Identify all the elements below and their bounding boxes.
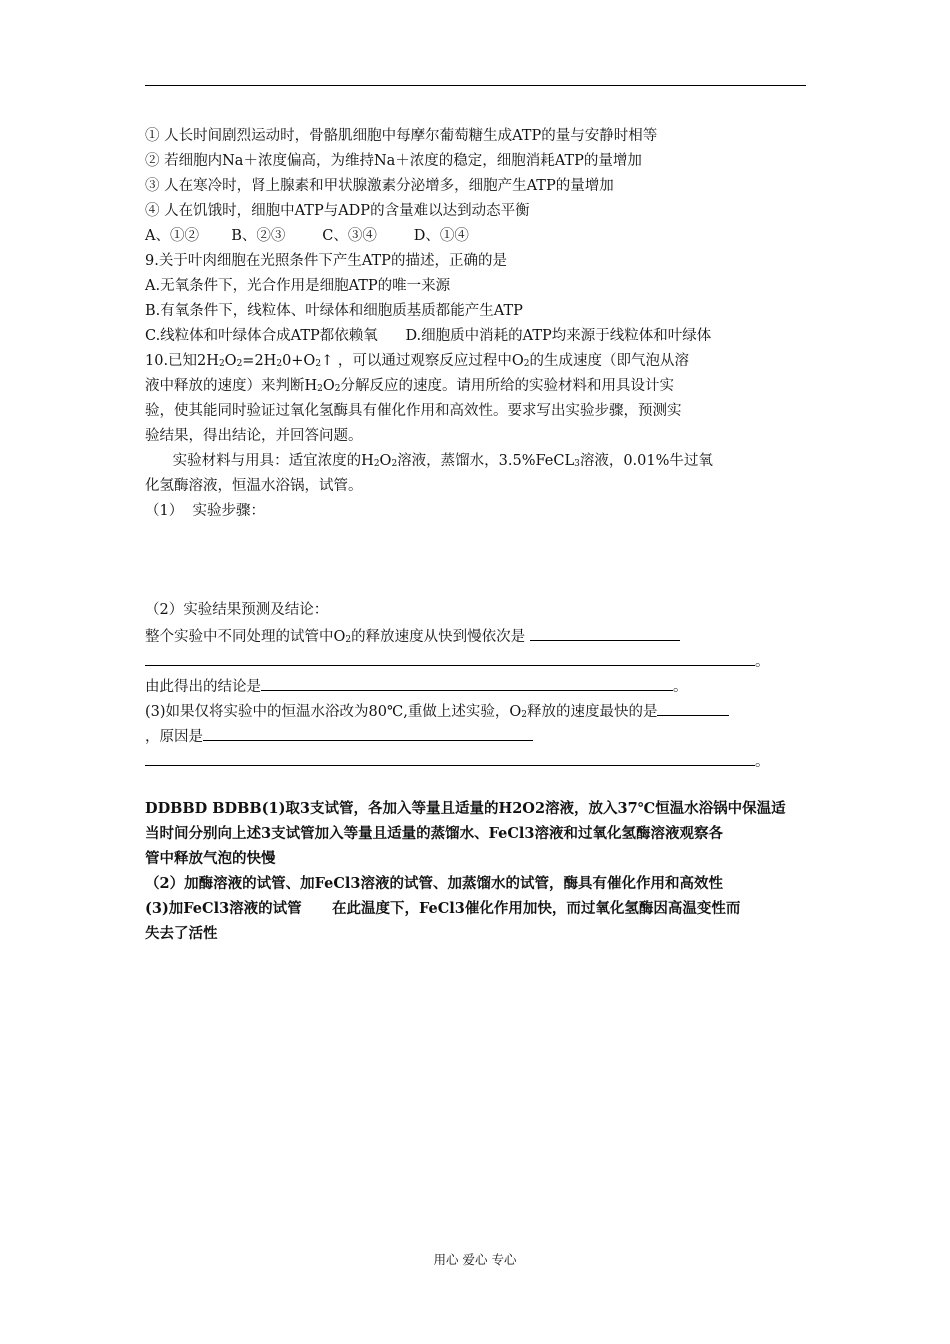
page-footer: 用心 爱心 专心 — [433, 1252, 517, 1267]
q8-statement-2: ② 若细胞内Na＋浓度偏高，为维持Na＋浓度的稳定，细胞消耗ATP的量增加 — [145, 153, 642, 169]
part-3-line-3: 。 — [145, 751, 770, 771]
q10-line-2: 液中释放的速度）来判断$H_2O_2$分解反应的速度。请用所给的实验材料和用具设计实 — [145, 378, 675, 394]
answer-line-3: 管中释放气泡的快慢 — [145, 850, 276, 867]
q10-line-1: 10.已知$2H_2O_2=2H_20+O_2↑$ ，可以通过观察反应过程中$O_2$的生成速度（即气泡从溶 — [145, 353, 689, 369]
q8-statement-1: ① 人长时间剧烈运动时，骨骼肌细胞中每摩尔葡萄糖生成ATP的量与安静时相等 — [145, 128, 658, 144]
answer-blank-order-cont[interactable] — [145, 651, 755, 666]
answer-blank-order[interactable] — [530, 626, 680, 641]
answer-blank-reason[interactable] — [203, 726, 533, 741]
answer-line-1: DDBBD BDBB(1)取3支试管，各加入等量且适量的H2O2溶液，放入37℃恒温水浴锅中保温适 — [145, 800, 786, 817]
part-1-heading: （1） 实验步骤： — [145, 503, 265, 519]
q10-line-4: 验结果，得出结论，并回答问题。 — [145, 428, 363, 444]
header-rule — [145, 85, 806, 86]
q8-options: A、①② B、②③ C、③④ D、①④ — [145, 228, 469, 244]
part-3-line-2: ，原因是 — [145, 726, 533, 746]
answer-blank-conclusion[interactable] — [261, 676, 673, 691]
materials-line-2: 化氢酶溶液，恒温水浴锅，试管。 — [145, 478, 363, 494]
materials-line-1: 实验材料与用具：适宜浓度的$H_2O_2$溶液，蒸馏水，3.5%FeCL$_3$溶液，0.01%牛过氧 — [145, 453, 713, 469]
q8-statement-3: ③ 人在寒冷时，肾上腺素和甲状腺激素分泌增多，细胞产生ATP的量增加 — [145, 178, 614, 194]
q9-option-cd: C.线粒体和叶绿体合成ATP都依赖氧 D.细胞质中消耗的ATP均来源于线粒体和叶绿体 — [145, 328, 712, 344]
answer-line-2: 当时间分别向上述3支试管加入等量且适量的蒸馏水、FeCl3溶液和过氧化氢酶溶液观察各 — [145, 825, 723, 842]
answer-blank-reason-cont[interactable] — [145, 751, 755, 766]
q9-option-a: A.无氧条件下，光合作用是细胞ATP的唯一来源 — [145, 278, 451, 294]
q9-option-b: B.有氧条件下，线粒体、叶绿体和细胞质基质都能产生ATP — [145, 303, 523, 319]
q10-line-3: 验，使其能同时验证过氧化氢酶具有催化作用和高效性。要求写出实验步骤，预测实 — [145, 403, 682, 419]
part-2-line-2: 。 — [145, 651, 770, 671]
part-2-line-1: 整个实验中不同处理的试管中$O_2$的释放速度从快到慢依次是 — [145, 626, 680, 649]
answer-line-4: （2）加酶溶液的试管、加FeCl3溶液的试管、加蒸馏水的试管，酶具有催化作用和高效性 — [145, 875, 723, 892]
answer-blank-fastest[interactable] — [657, 701, 729, 716]
answer-line-6: 失去了活性 — [145, 925, 218, 942]
part-3-line-1: (3)如果仅将实验中的恒温水浴改为80℃,重做上述实验，$O_2$释放的速度最快的是 — [145, 701, 729, 724]
part-2-conclusion: 由此得出的结论是 。 — [145, 676, 688, 696]
q8-statement-4: ④ 人在饥饿时，细胞中ATP与ADP的含量难以达到动态平衡 — [145, 203, 530, 219]
answer-line-5: (3)加FeCl3溶液的试管 在此温度下，FeCl3催化作用加快，而过氧化氢酶因高温变性而 — [145, 900, 741, 917]
part-2-heading: （2）实验结果预测及结论： — [145, 602, 329, 618]
q9-stem: 9.关于叶肉细胞在光照条件下产生ATP的描述，正确的是 — [145, 253, 507, 269]
